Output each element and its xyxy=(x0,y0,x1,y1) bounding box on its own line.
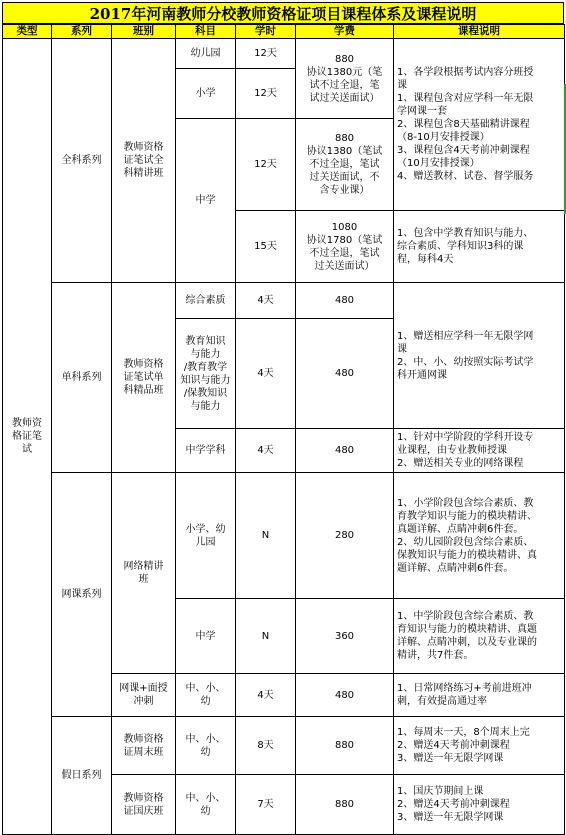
hours-middle-b: 15天 xyxy=(236,211,296,283)
sheet-title: 2017年河南教师分校教师资格证项目课程体系及课程说明 xyxy=(2,2,564,24)
desc-holiday-a: 1、每周末一天，8个周末上完 2、赠送4天考前冲刺课程 3、赠送一年无限学网课 xyxy=(394,717,565,775)
table-row xyxy=(3,717,565,775)
subject-holiday-b: 中、小、 幼 xyxy=(176,775,236,835)
fee-middle-a: 880 协议1380（笔试 不过全退，笔试 过关送面试，不 含专业课） xyxy=(296,119,394,211)
hours-comp: 4天 xyxy=(236,283,296,319)
fee-pk: 280 xyxy=(296,473,394,599)
table-row xyxy=(3,473,565,599)
fee-edu: 480 xyxy=(296,319,394,429)
series-holiday: 假日系列 xyxy=(52,717,112,835)
type-cell: 教师资 格证笔 试 xyxy=(3,39,52,835)
series-single: 单科系列 xyxy=(52,283,112,473)
hours-mid-single: 4天 xyxy=(236,429,296,473)
course-sheet xyxy=(2,2,564,835)
series-online: 网课系列 xyxy=(52,473,112,717)
class-full: 教师资格 证笔试全 科精讲班 xyxy=(112,39,176,283)
subject-primary: 小学 xyxy=(176,69,236,119)
subject-kindergarten: 幼儿园 xyxy=(176,39,236,69)
fee-online-b: 480 xyxy=(296,674,394,717)
header-desc: 课程说明 xyxy=(394,25,565,39)
subject-online-mid: 中学 xyxy=(176,599,236,674)
hours-online-b: 4天 xyxy=(236,674,296,717)
hours-middle-a: 12天 xyxy=(236,119,296,211)
fee-holiday-a: 880 xyxy=(296,717,394,775)
fee-holiday-b: 880 xyxy=(296,775,394,835)
fee-online-mid: 360 xyxy=(296,599,394,674)
subject-middle: 中学 xyxy=(176,119,236,283)
desc-online-pk: 1、小学阶段包含综合素质、教 育教学知识与能力的模块精讲、 真题详解、点睛冲刺6件套。 2、幼儿园阶段包含综合素质、 保教知识与能力的模块精讲、真 题详解、点睛冲刺6件套。 xyxy=(394,473,565,599)
table-row xyxy=(3,39,565,69)
hours-kindergarten: 12天 xyxy=(236,39,296,69)
desc-full-bottom: 1、包含中学教育知识与能力、 综合素质、学科知识3科的课 程，每科4天 xyxy=(394,211,565,283)
subject-pk: 小学、幼 儿园 xyxy=(176,473,236,599)
subject-mid-single: 中学学科 xyxy=(176,429,236,473)
header-hours: 学时 xyxy=(236,25,296,39)
hours-primary: 12天 xyxy=(236,69,296,119)
desc-single-a: 1、赠送相应学科一年无限学网 课 2、中、小、幼按照实际考试学 科开通网课 xyxy=(394,283,565,429)
desc-holiday-b: 1、国庆节期间上课 2、赠送4天考前冲刺课程 3、赠送一年无限学网课 xyxy=(394,775,565,835)
desc-full-top: 1、各学段根据考试内容分班授 课 1、课程包含对应学科一年无限 学网课一套 2、课程包含8天基础精讲课程 （8-10月安排授课） 3、课程包含4天考前冲刺课程 （10月安排授课） 4、赠送教材、试卷、督学服务 xyxy=(394,39,565,211)
hours-online-mid: N xyxy=(236,599,296,674)
hours-holiday-a: 8天 xyxy=(236,717,296,775)
header-subject: 科目 xyxy=(176,25,236,39)
hours-pk: N xyxy=(236,473,296,599)
class-holiday-a: 教师资格 证周末班 xyxy=(112,717,176,775)
class-online-a: 网络精讲 班 xyxy=(112,473,176,674)
fee-mid-single: 480 xyxy=(296,429,394,473)
header-row xyxy=(3,25,565,39)
course-table xyxy=(2,24,565,835)
hours-holiday-b: 7天 xyxy=(236,775,296,835)
subject-holiday-a: 中、小、 幼 xyxy=(176,717,236,775)
class-single: 教师资格 证笔试单 科精品班 xyxy=(112,283,176,473)
desc-single-b: 1、针对中学阶段的学科开设专 业课程，由专业教师授课 2、赠送相关专业的网络课程 xyxy=(394,429,565,473)
desc-online-mid: 1、中学阶段包含综合素质、教 育知识与能力的模块精讲、真题 详解、点睛冲刺，以及专业课的 精讲，共7件套。 xyxy=(394,599,565,674)
desc-online-b: 1、日常网络练习+考前进班冲 刺，有效提高通过率 xyxy=(394,674,565,717)
class-holiday-b: 教师资格 证国庆班 xyxy=(112,775,176,835)
header-fee: 学费 xyxy=(296,25,394,39)
table-row xyxy=(3,283,565,319)
fee-middle-b: 1080 协议1780（笔试 不过全退，笔试 过关送面试） xyxy=(296,211,394,283)
subject-online-b: 中、小、 幼 xyxy=(176,674,236,717)
header-type: 类型 xyxy=(3,25,52,39)
subject-comp: 综合素质 xyxy=(176,283,236,319)
subject-edu: 教育知识 与能力 /教育教学 知识与能力 /保教知识 与能力 xyxy=(176,319,236,429)
hours-edu: 4天 xyxy=(236,319,296,429)
fee-comp: 480 xyxy=(296,283,394,319)
header-class: 班别 xyxy=(112,25,176,39)
series-full: 全科系列 xyxy=(52,39,112,283)
header-series: 系列 xyxy=(52,25,112,39)
fee-kp: 880 协议1380元（笔 试不过全退，笔 试过关送面试） xyxy=(296,39,394,119)
class-online-b: 网课+面授 冲刺 xyxy=(112,674,176,717)
